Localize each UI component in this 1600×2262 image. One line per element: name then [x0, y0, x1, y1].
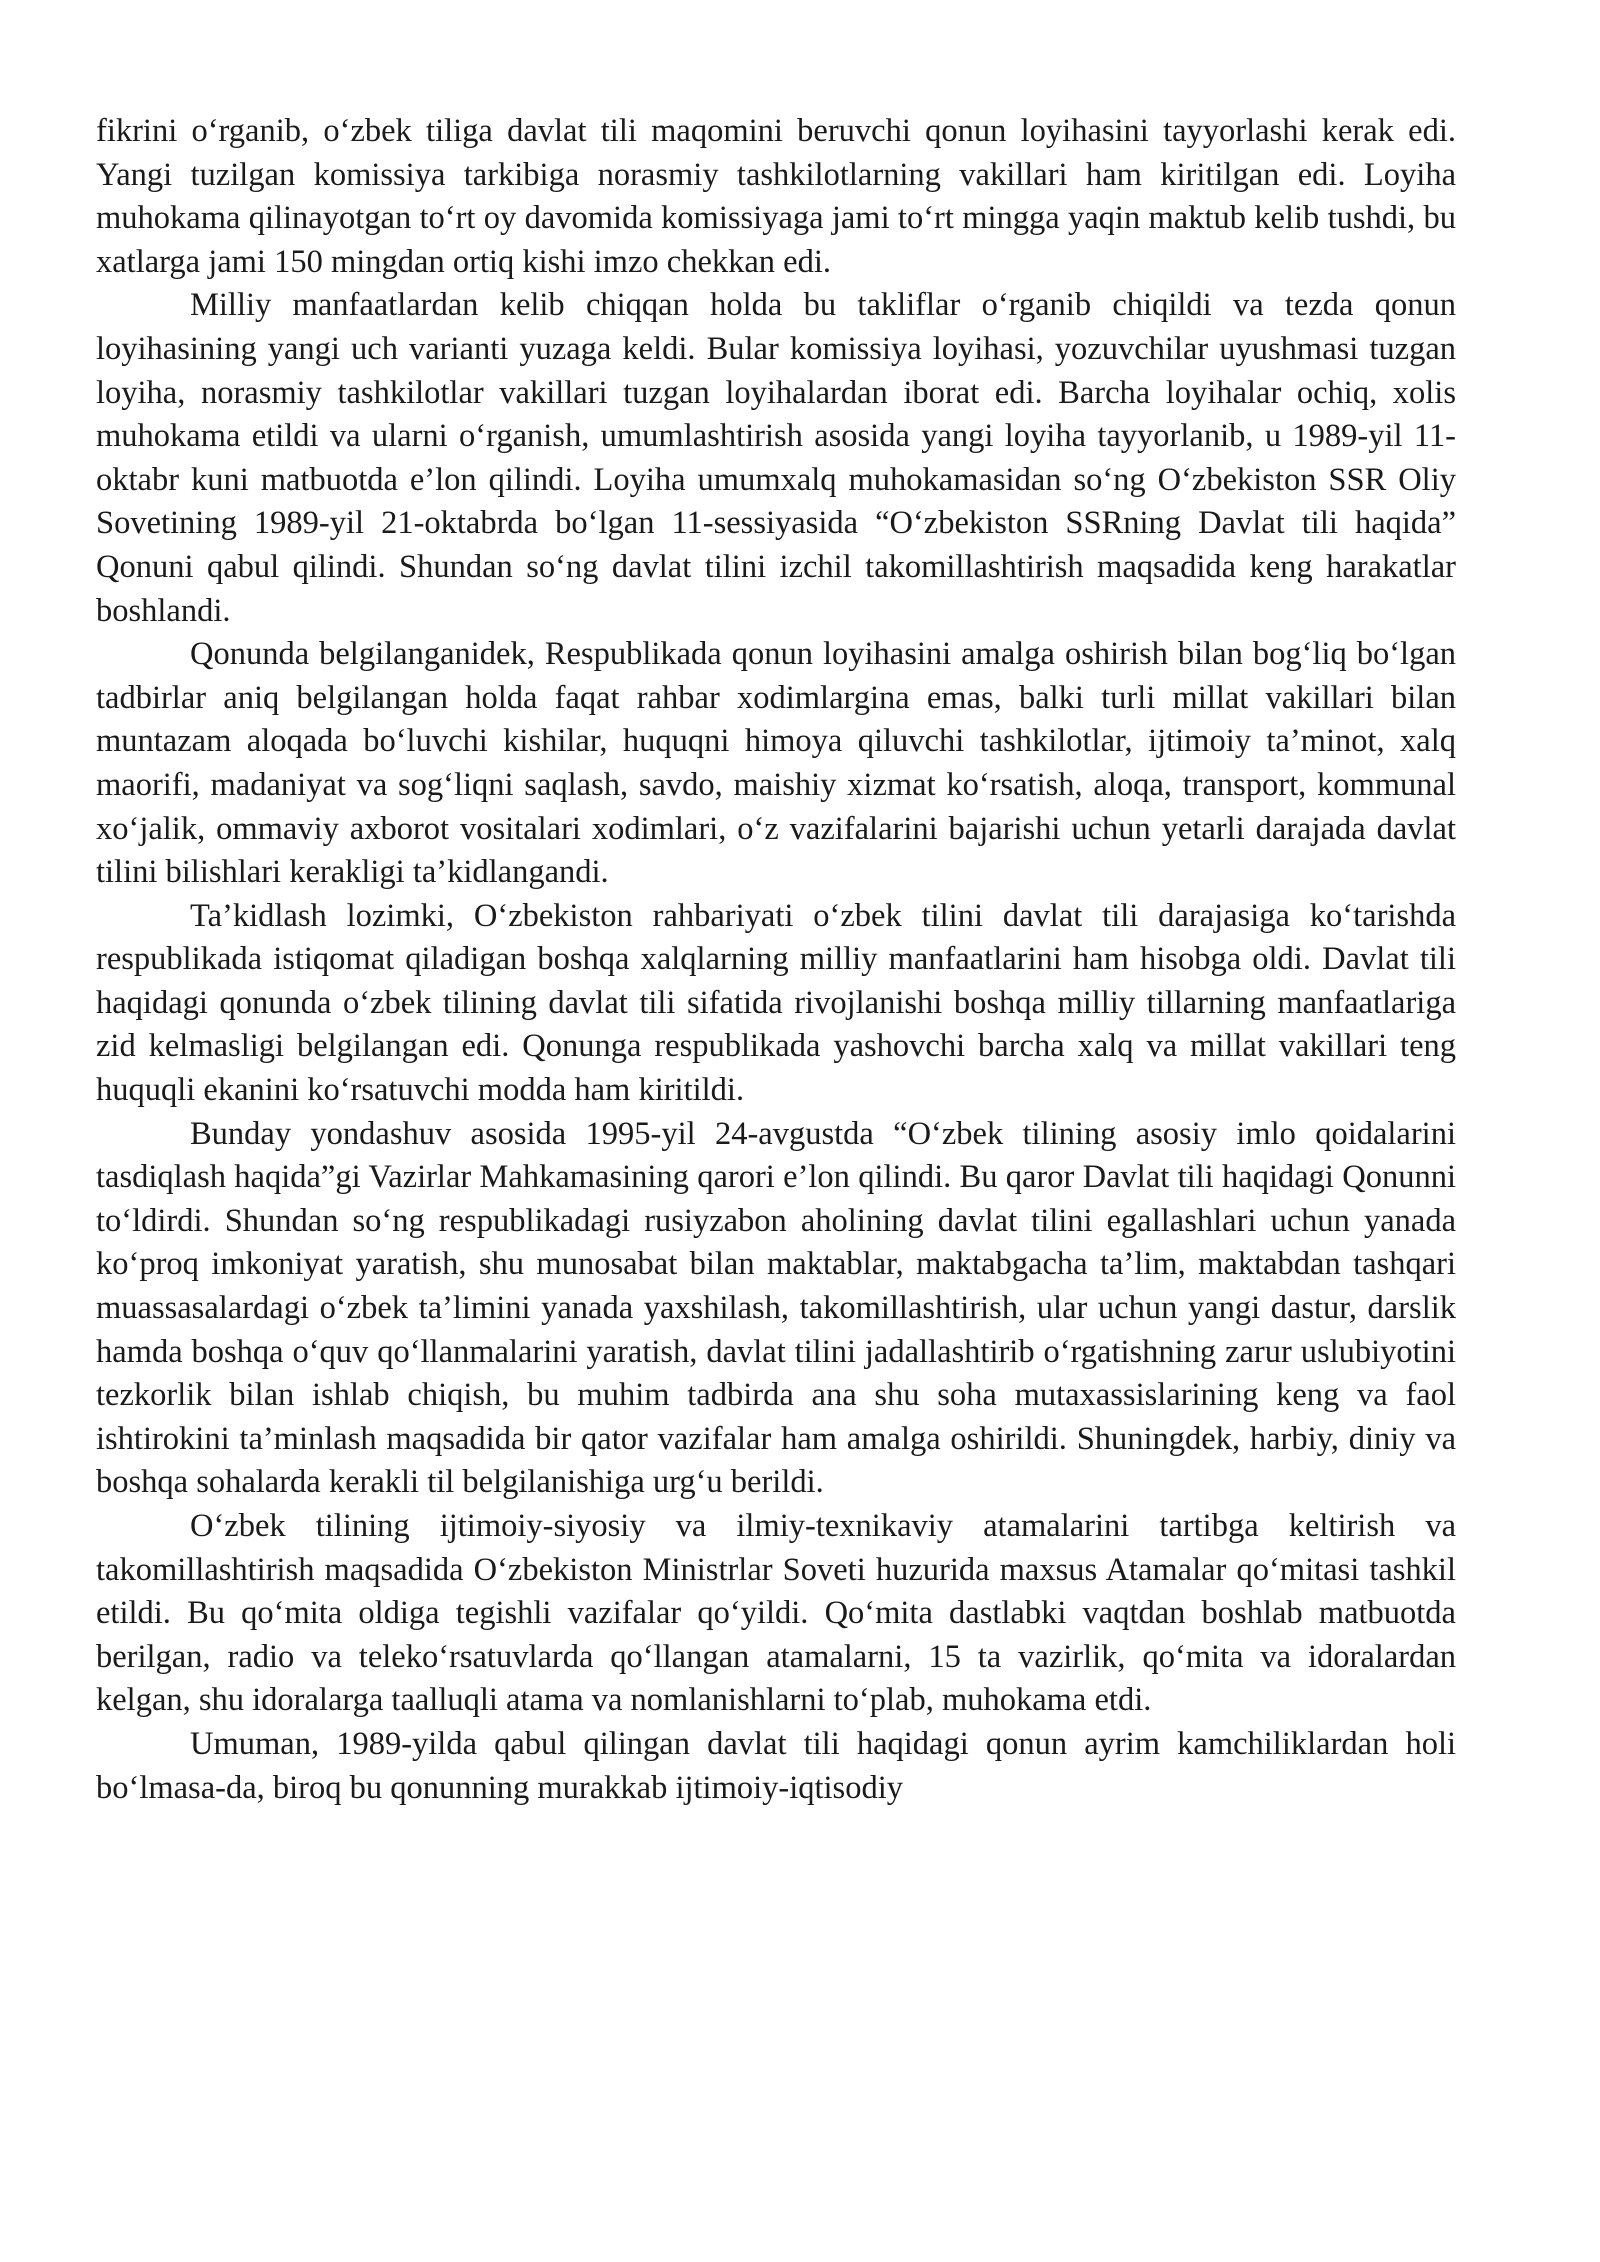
paragraph-3: Qonunda belgilanganidek, Respublikada qonun loyihasini amalga oshirish bilan bog‘liq bo‘lgan tadbirlar aniq belgilangan holda faqat rahbar xodimlargina emas, balki turli millat vakillari bilan muntazam aloqada bo‘luvchi kishilar, huquqni himoya qiluvchi tashkilotlar, ijtimoiy ta’minot, xalq maorifi, madaniyat va sog‘liqni saqlash, savdo, maishiy xizmat ko‘rsatish, aloqa, transport, kommunal xo‘jalik, ommaviy axborot vositalari xodimlari, o‘z vazifalarini bajarishi uchun yetarli darajada davlat tilini bilishlari kerakligi ta’kidlangandi.	[96, 636, 1456, 891]
paragraph-7: Umuman, 1989-yilda qabul qilingan davlat tili haqidagi qonun ayrim kamchiliklardan holi bo‘lmasa-da, biroq bu qonunning murakkab ijtimoiy-iqtisodiy	[96, 1725, 1456, 1806]
paragraph-6: O‘zbek tilining ijtimoiy-siyosiy va ilmiy-texnikaviy atamalarini tartibga keltirish va takomillashtirish maqsadida O‘zbekiston Ministrlar Soveti huzurida maxsus Atamalar qo‘mitasi tashkil etildi. Bu qo‘mita oldiga tegishli vazifalar qo‘yildi. Qo‘mita dastlabki vaqtdan boshlab matbuotda berilgan, radio va teleko‘rsatuvlarda qo‘llangan atamalarni, 15 ta vazirlik, qo‘mita va idoralardan kelgan, shu idoralarga taalluqli atama va nomlanishlarni to‘plab, muhokama etdi.	[96, 1508, 1456, 1719]
paragraph-5: Bunday yondashuv asosida 1995-yil 24-avgustda “O‘zbek tilining asosiy imlo qoidalarini tasdiqlash haqida”gi Vazirlar Mahkamasining qarori e’lon qilindi. Bu qaror Davlat tili haqidagi Qonunni to‘ldirdi. Shundan so‘ng respublikadagi rusiyzabon aholining davlat tilini egallashlari uchun yanada ko‘proq imkoniyat yaratish, shu munosabat bilan maktablar, maktabgacha ta’lim, maktabdan tashqari muassasalardagi o‘zbek ta’limini yanada yaxshilash, takomillashtirish, ular uchun yangi dastur, darslik hamda boshqa o‘quv qo‘llanmalarini yaratish, davlat tilini jadallashtirib o‘rgatishning zarur uslubiyotini tezkorlik bilan ishlab chiqish, bu muhim tadbirda ana shu soha mutaxassislarining keng va faol ishtirokini ta’minlash maqsadida bir qator vazifalar ham amalga oshirildi. Shuningdek, harbiy, diniy va boshqa sohalarda kerakli til belgilanishiga urg‘u berildi.	[96, 1115, 1456, 1501]
paragraph-2: Milliy manfaatlardan kelib chiqqan holda bu takliflar o‘rganib chiqildi va tezda qonun loyihasining yangi uch varianti yuzaga keldi. Bular komissiya loyihasi, yozuvchilar uyushmasi tuzgan loyiha, norasmiy tashkilotlar vakillari tuzgan loyihalardan iborat edi. Barcha loyihalar ochiq, xolis muhokama etildi va ularni o‘rganish, umumlashtirish asosida yangi loyiha tayyorlanib, u 1989-yil 11-oktabr kuni matbuotda e’lon qilindi. Loyiha umumxalq muhokamasidan so‘ng O‘zbekiston SSR Oliy Sovetining 1989-yil 21-oktabrda bo‘lgan 11-sessiyasida “O‘zbekiston SSRning Davlat tili haqida” Qonuni qabul qilindi. Shundan so‘ng davlat tilini izchil takomillashtirish maqsadida keng harakatlar boshlandi.	[96, 287, 1456, 629]
document-page	[96, 110, 1456, 1810]
paragraph-4: Ta’kidlash lozimki, O‘zbekiston rahbariyati o‘zbek tilini davlat tili darajasiga ko‘tarishda respublikada istiqomat qiladigan boshqa xalqlarning milliy manfaatlarini ham hisobga oldi. Davlat tili haqidagi qonunda o‘zbek tilining davlat tili sifatida rivojlanishi boshqa milliy tillarning manfaatlariga zid kelmasligi belgilangan edi. Qonunga respublikada yashovchi barcha xalq va millat vakillari teng huquqli ekanini ko‘rsatuvchi modda ham kiritildi.	[96, 897, 1456, 1109]
paragraph-1: fikrini o‘rganib, o‘zbek tiliga davlat tili maqomini beruvchi qonun loyihasini tayyorlashi kerak edi. Yangi tuzilgan komissiya tarkibiga norasmiy tashkilotlarning vakillari ham kiritilgan edi. Loyiha muhokama qilinayotgan to‘rt oy davomida komissiyaga jami to‘rt mingga yaqin maktub kelib tushdi, bu xatlarga jami 150 mingdan ortiq kishi imzo chekkan edi.	[96, 113, 1456, 280]
